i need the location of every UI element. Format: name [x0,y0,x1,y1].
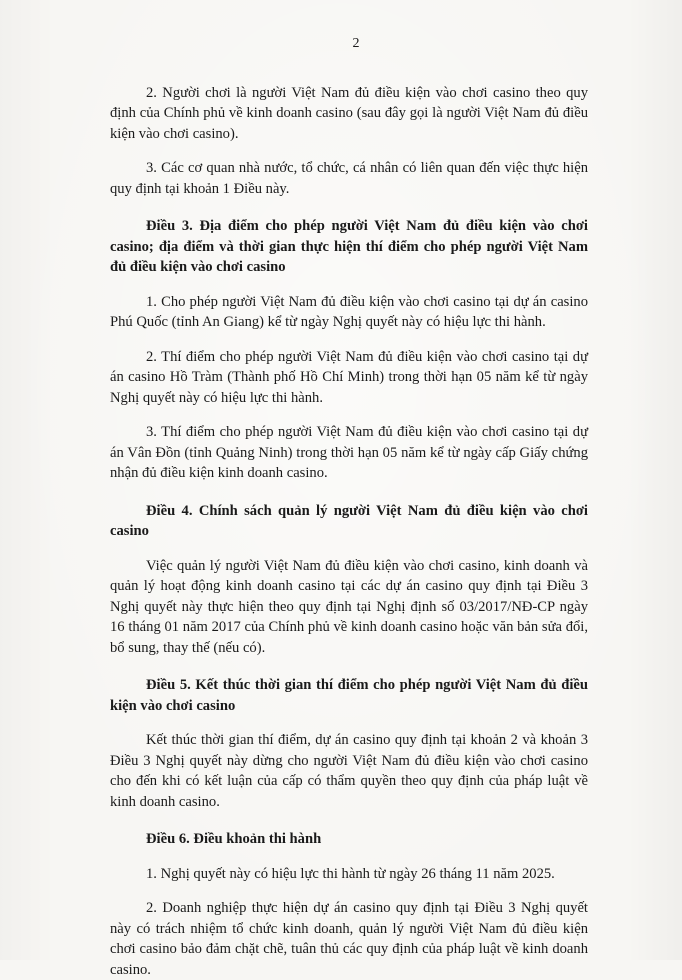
paragraph-dieu-4: Việc quản lý người Việt Nam đủ điều kiện vào chơi casino, kinh doanh và quản lý hoạt động kinh doanh casino tại các dự án casino quy định tại Điều 3 Nghị quyết này thực hiện theo quy định tại Nghị định số 03/2017/NĐ-CP ngày 16 tháng 01 năm 2017 của Chính phủ về kinh doanh casino hoặc văn bản sửa đổi, bổ sung, thay thế (nếu có). [110,557,588,656]
heading-dieu-6: Điều 6. Điều khoản thi hành [146,831,322,847]
paragraph-khoan-3: 3. Các cơ quan nhà nước, tổ chức, cá nhân có liên quan đến việc thực hiện quy định tại khoản 1 Điều này. [110,160,588,197]
paragraph-khoan-2: 2. Người chơi là người Việt Nam đủ điều kiện vào chơi casino theo quy định của Chính phủ về kinh doanh casino (sau đây gọi là người Việt Nam đủ điều kiện vào chơi casino). [110,84,588,142]
paragraph-dieu-3-khoan-1: 1. Cho phép người Việt Nam đủ điều kiện vào chơi casino tại dự án casino Phú Quốc (tỉnh An Giang) kể từ ngày Nghị quyết này có hiệu lực thi hành. [110,293,588,330]
heading-dieu-4: Điều 4. Chính sách quản lý người Việt Nam đủ điều kiện vào chơi casino [110,502,588,539]
paragraph-dieu-3-khoan-2: 2. Thí điểm cho phép người Việt Nam đủ điều kiện vào chơi casino tại dự án casino Hồ Tràm (Thành phố Hồ Chí Minh) trong thời hạn 05 năm kể từ ngày Nghị quyết này có hiệu lực thi hành. [110,348,588,406]
paragraph-dieu-3-khoan-3: 3. Thí điểm cho phép người Việt Nam đủ điều kiện vào chơi casino tại dự án Vân Đồn (tỉnh Quảng Ninh) trong thời hạn 05 năm kể từ ngày cấp Giấy chứng nhận đủ điều kiện kinh doanh casino. [110,424,588,481]
page-number: 2 [352,36,360,51]
heading-dieu-3: Điều 3. Địa điểm cho phép người Việt Nam đủ điều kiện vào chơi casino; địa điểm và thời gian thực hiện thí điểm cho phép người Việt Nam đủ điều kiện vào chơi casino [110,218,588,275]
heading-dieu-5: Điều 5. Kết thúc thời gian thí điểm cho phép người Việt Nam đủ điều kiện vào chơi casino [110,677,588,714]
paragraph-dieu-6-khoan-1: 1. Nghị quyết này có hiệu lực thi hành từ ngày 26 tháng 11 năm 2025. [146,865,555,882]
paragraph-dieu-5: Kết thúc thời gian thí điểm, dự án casino quy định tại khoản 2 và khoản 3 Điều 3 Nghị quyết này dừng cho người Việt Nam đủ điều kiện vào chơi casino cho đến khi có kết luận của cấp có thẩm quyền theo quy định của pháp luật về kinh doanh casino. [110,732,588,810]
paragraph-dieu-6-khoan-2: 2. Doanh nghiệp thực hiện dự án casino quy định tại Điều 3 Nghị quyết này có trách nhiệm tổ chức kinh doanh, quản lý người Việt Nam đủ điều kiện chơi casino bảo đảm chặt chẽ, tuân thủ các quy định của pháp luật về kinh doanh casino. [110,900,588,978]
